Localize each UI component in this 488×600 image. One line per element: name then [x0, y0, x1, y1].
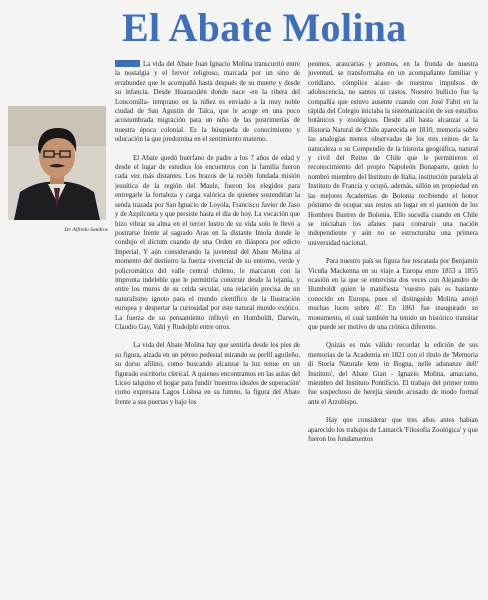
paragraph: La vida del Abate Molina hay que sentirla desde los pies de su figura, alzada en un pétreo pedestal mirando su perfil aguileño, su dorso afilino, como buscando alcanzar la luz tenue en un figurado escritorio clerical. A quienes encontramos en las aulas del Liceo talquino el hogar para fundir 'nuestros ideales de superación' como expresara Lagos Lisboa en su himno, la figura del Abate frente a sus puertas y bajo los: [115, 342, 300, 406]
photo-caption: Dr. Alfredo Sandros: [64, 227, 108, 233]
paragraph: Para nuestro país su figura fue rescatada por Benjamín Vicuña Mackenna en su viaje a Europa entre 1853 a 1855 ocasión en la que se entrevista dos veces con Alejandro de Humboldt quien le manifiesta 'vuestro país es bastante conocido en Europa, pues el distinguido Molina arrojó muchas luces sobre él'. En 1861 fue inaugurado su monumento, el cual también ha tenido un histórico transitar que puede ser motivo de una crónica diferente.: [308, 258, 478, 331]
article-body-right-column: [308, 60, 478, 592]
author-portrait-photo: [8, 106, 106, 220]
paragraph: Hay que considerar que tres años antes habían aparecido los trabajos de Lamarck 'Filosofía Zoológica' y que fueron los fundamentos: [308, 417, 478, 444]
paragraph: Quizás es más válido recordar la edición de sus memorias de la Academia en 1821 con el título de 'Memoria di Storia Naturale lette in Bogna, nelle adunanze dell' Instituto', del Abate Gian - Ignazio Molina, amaciano, miembro del Instituto Pontificio. El trabajo del primer tomo fue sospechoso de herejía siendo acusado de modo formal ante el Arzobispo.: [308, 342, 478, 406]
paragraph: El Abate quedó huérfano de padre a los 7 años de edad y desde el lugar de estudios los encuentros con la familia fueron cada vez más distantes. Los brazos de la recién fundada misión jesuítica de la región del Maule, fueron los elegidos para entregarle la fortaleza y carga valórica de quienes sostendrían la senda trazada por San Ignacio de Loyola, Francisco Javier de Jaso y de Azpilcueta y que persiste hasta el día de hoy. La vocación que hizo vibrar su alma en el tercer lustro de su vida solo le llevó a postrarse frente al sagrado Aras en la distante Imola donde le condujo el dictum cuando de una Orden en diáspora por edicto Imperial. Y aún considerando la juventud del Abate Molina al momento del destierro la fuerza vivencial de su entorno, verde y policromático del valle central chileno, le marcaron con la impronta indeleble que le permitiría construir desde la lejanía, y entre los muros de su celda secular, una relación precisa de un naturalismo ignoto para el mundo científico de la Ilustración europea y despertar la curiosidad por este natural mundo exótico. La fuerza de su pensamiento influyó en Humboldt, Darwin, Claudio Gay, Vahl y Rudolphi entre otros.: [115, 154, 300, 331]
paragraph: peumos, araucarias y aromos, en la fronda de nuestra juventud, se transformaba en un acompañante familiar y cotidiano, cómplice acaso de nuestros impulsos de adolescencia, no santos ni castos. Nuestro bullicio fue la compañía que estuvo ausente cuando con José Fabri en la rápida del Colegio iniciaba la sistematización de sus estudios botánicos y zoológicos. Desde allí hasta alcanzar a la Historia Natural de Chile aparecida en 1810, memoria sobre las analogías menos observadas de los tres reinos de la naturaleza o su Compendio de la historia geográfica, natural y civil del Reino de Chile que le permitieron el reconocimiento del propio Napoleón Bonaparte, quien lo nombró miembro del Instituto de Italia, institución paralela al Instituto de Francia y ocupó, además, sillón en propiedad en las mejores Academias de Bolonia recibiendo el honor póstumo de ocupar sus restos un lugar en el panteón de los Hombres Ilustres de Bolonia. Ello sucedía cuando en Chile se iniciaban los afanes para construir una nación independiente y aún no se estructuraba una primera universidad nacional.: [308, 61, 478, 247]
article-title: El Abate Molina: [122, 5, 407, 50]
article-body-left-column: [115, 60, 300, 592]
paragraph: [115, 60, 300, 145]
paragraph-text: La vida del Abate Juan Ignacio Molina transcurrió entre la nostalgia y el fervor religioso, marcada por un sino de errabundez que le acompañó hasta después de su muerte y desde su infancia. Desde Huaraculén donde nace -en la ribera del Loncomilla- temprano en la niñez es enviado a la muy noble ciudad de San Agustín de Talca, que le acoge en una poco acostumbrada migración para un niño de las postrimerías de nuestra época colonial. Es la búsqueda de conocimiento y educación la que predomina en el sentimiento materno.: [115, 61, 300, 144]
section-accent-bar: [115, 60, 140, 67]
